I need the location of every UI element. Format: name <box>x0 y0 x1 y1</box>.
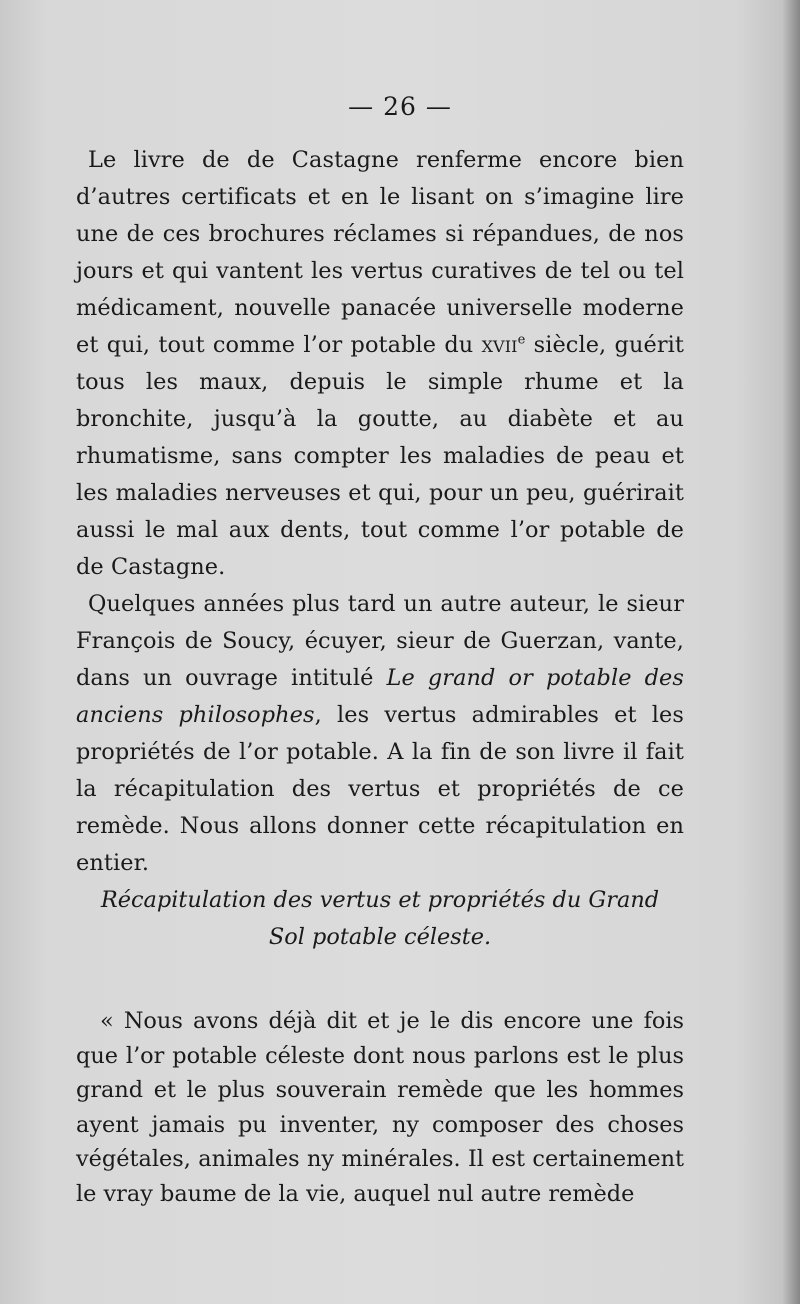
paragraph-2-text-after: , les vertus admirables et les propriétés de l’or potable. A la fin de son livre il fait la récapitulation des vertus et propriétés de ce remède. Nous allons donner cette récapitulation en entier. <box>76 702 684 876</box>
page-number: — 26 — <box>348 92 452 121</box>
body-text <box>76 142 684 882</box>
paragraph-1-text: Le livre de de Castagne renferme encore bien d’autres certificats et en le lisant on s’imagine lire une de ces brochures réclames si répandues, de nos jours et qui vantent les vertus curatives de tel ou tel médicament, nouvelle panacée universelle moderne et qui, tout comme l’or potable du <box>76 147 684 358</box>
section-heading-line-1: Récapitulation des vertus et propriétés du Grand <box>100 887 660 913</box>
paragraph-1 <box>76 142 684 586</box>
century-numeral: xvii <box>481 332 518 358</box>
quote-paragraph: « Nous avons déjà dit et je le dis encore une fois que l’or potable céleste dont nous parlons est le plus grand et le plus souverain remède que les hommes ayent jamais pu inventer, ny composer des choses végétales, animales ny minérales. Il est certainement le vray baume de la vie, auquel nul autre remède <box>76 1008 684 1207</box>
page-edge-shadow <box>782 0 800 1304</box>
paragraph-2 <box>76 586 684 882</box>
section-heading <box>76 882 684 956</box>
quote-text <box>76 1004 684 1211</box>
paragraph-1-text-after: siècle, guérit tous les maux, depuis le simple rhume et la bronchite, jusqu’à la goutte, au diabète et au rhumatisme, sans compter les maladies de peau et les maladies nerveuses et qui, pour un peu, guérirait aussi le mal aux dents, tout comme l’or potable de de Castagne. <box>76 332 684 580</box>
book-title: Le grand or potable des anciens philosophes <box>76 665 684 728</box>
century-superscript: e <box>517 332 526 348</box>
section-heading-line-2: Sol potable céleste. <box>268 924 492 950</box>
paragraph-2-text: Quelques années plus tard un autre auteur, le sieur François de Soucy, écuyer, sieur de Guerzan, vante, dans un ouvrage intitulé <box>76 591 684 691</box>
